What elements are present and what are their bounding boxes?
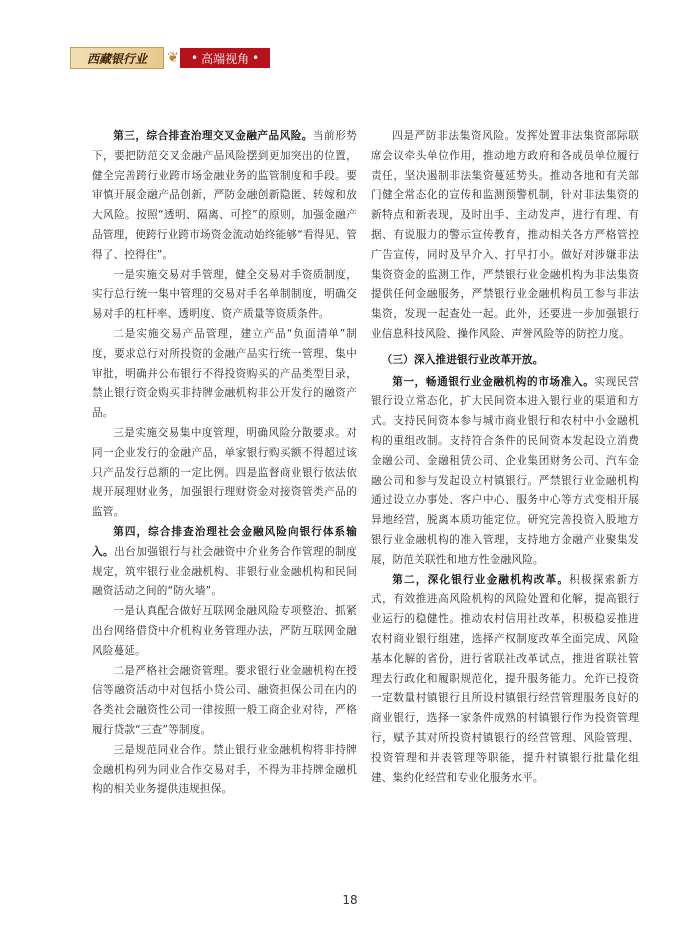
body-paragraph bbox=[92, 662, 357, 741]
left-text-column bbox=[92, 127, 357, 800]
paragraph-text: 三是实施交易集中度管理，明确风险分散要求。对同一企业发行的金融产品，单家银行购买额不得超过该只产品发行总额的一定比例。四是监督商业银行依法依规开展理财业务，加强银行理财资金对接资管类产品的监管。 bbox=[92, 426, 357, 519]
body-paragraph bbox=[92, 424, 357, 523]
column-label bbox=[180, 48, 270, 68]
publication-brand-text: 西藏银行业 bbox=[86, 51, 147, 66]
paragraph-text: 出台加强银行与社会融资中介业务合作管理的制度规定，筑牢银行业金融机构、非银行业金融机构和民间融资活动之间的“防火墙”。 bbox=[92, 545, 357, 598]
body-paragraph bbox=[371, 373, 639, 571]
paragraph-text: 一是实施交易对手管理，健全交易对手资质制度，实行总行统一集中管理的交易对手名单制制度，明确交易对手的杠杆率、透明度、资产质量等资质条件。 bbox=[92, 268, 357, 321]
paragraph-text: 三是规范同业合作。禁止银行业金融机构将非持牌金融机构列为同业合作交易对手，不得为非持牌金融机构的相关业务提供违规担保。 bbox=[92, 743, 357, 796]
page-number: 18 bbox=[342, 893, 358, 907]
paragraph-text: 二是严格社会融资管理。要求银行业金融机构在授信等融资活动中对包括小贷公司、融资担保公司在内的各类社会融资性公司一律按照一般工商企业对待，严格履行贷款“三查”等制度。 bbox=[92, 664, 357, 736]
paragraph-lead: 第二，深化银行业金融机构改革。 bbox=[392, 573, 570, 586]
right-text-column bbox=[371, 127, 639, 788]
paragraph-lead: 第一，畅通银行业金融机构的市场准入。 bbox=[392, 375, 595, 388]
body-paragraph bbox=[92, 523, 357, 602]
paragraph-text: 实现民营银行设立常态化，扩大民间资本进入银行业的渠道和方式。支持民间资本参与城市商业银行和农村中小金融机构的重组改制。支持符合条件的民间资本发起设立消费金融公司、金融租赁公司、企业集团财务公司、汽车金融公司和参与发起设立村镇银行。严禁银行业金融机构通过设立办事处、客户中心、服务中心等方式变相开展异地经营，脱离本质功能定位。研究完善投资入股地方银行业金融机构的准入管理，支持地方金融产业聚集发展，防范关联性和地方性金融风险。 bbox=[371, 375, 639, 566]
section-heading bbox=[371, 351, 639, 371]
paragraph-text: 积极探索新方式，有效推进高风险机构的风险处置和化解，提高银行业运行的稳健性。推动农村信用社改革，积极稳妥推进农村商业银行组建，选择产权制度改革全面完成、风险基本化解的省份，进行省联社改革试点，推进省联社管理去行政化和履职规范化，提升服务能力。允许已投资一定数量村镇银行且所设村镇银行经营管理服务良好的商业银行，选择一家条件成熟的村镇银行作为投资管理行，赋予其对所投资村镇银行的经营管理、风险管理、投资管理和并表管理等职能，提升村镇银行批量化组建、集约化经营和专业化服务水平。 bbox=[371, 573, 640, 784]
body-paragraph bbox=[92, 325, 357, 424]
ornament-icon: ❦ bbox=[167, 50, 179, 66]
column-dot-left: • bbox=[191, 51, 199, 65]
body-paragraph bbox=[371, 571, 639, 789]
page-header bbox=[70, 47, 270, 69]
column-title: 高端视角 bbox=[201, 51, 250, 66]
paragraph-lead: 第三，综合排查治理交叉金融产品风险。 bbox=[113, 130, 313, 142]
publication-brand bbox=[70, 47, 164, 69]
body-paragraph bbox=[371, 127, 639, 345]
section-heading-text: （三）深入推进银行业改革开放。 bbox=[381, 353, 544, 366]
body-paragraph bbox=[92, 741, 357, 800]
paragraph-text: 当前形势下，要把防范交叉金融产品风险摆到更加突出的位置，健全完善跨行业跨市场金融业务的监管制度和手段。要审慎开展金融产品创新，严防金融创新隐匿、转嫁和放大风险。按照“透明、隔离、可控”的原则，加强金融产品管理，使跨行业跨市场资金流动始终能够“看得见、管得了、控得住”。 bbox=[92, 130, 357, 261]
column-dot-right: • bbox=[252, 51, 260, 65]
paragraph-text: 一是认真配合做好互联网金融风险专项整治、抓紧出台网络借贷中介机构业务管理办法，严防互联网金融风险蔓延。 bbox=[92, 605, 357, 657]
body-paragraph bbox=[92, 127, 357, 266]
paragraph-text: 二是实施交易产品管理，建立产品“负面清单”制度，要求总行对所投资的金融产品实行统一管理、集中审批，明确并公布银行不得投资购买的产品类型目录，禁止银行资金购买非持牌金融机构非公开发行的融资产品。 bbox=[92, 327, 357, 420]
body-paragraph bbox=[92, 266, 357, 325]
paragraph-lead: 第四，综合排查治理社会金融风险向银行体系输入。 bbox=[92, 525, 357, 558]
paragraph-text: 四是严防非法集资风险。发挥处置非法集资部际联席会议牵头单位作用，推动地方政府和各成员单位履行责任，坚决遏制非法集资蔓延势头。推动各地和有关部门健全常态化的宣传和监测预警机制，针对非法集资的新特点和新表现，及时出手、主动发声，进行有理、有据、有说服力的警示宣传教育，推动相关各方严格管控广告宣传，同时及早介入、打早打小。做好对涉嫌非法集资资金的监测工作，严禁银行业金融机构为非法集资提供任何金融服务，严禁银行业金融机构员工参与非法集资，发现一起查处一起。此外，还要进一步加强银行业信息科技风险、操作风险、声誉风险等的防控力度。 bbox=[371, 130, 639, 340]
body-paragraph bbox=[92, 602, 357, 661]
